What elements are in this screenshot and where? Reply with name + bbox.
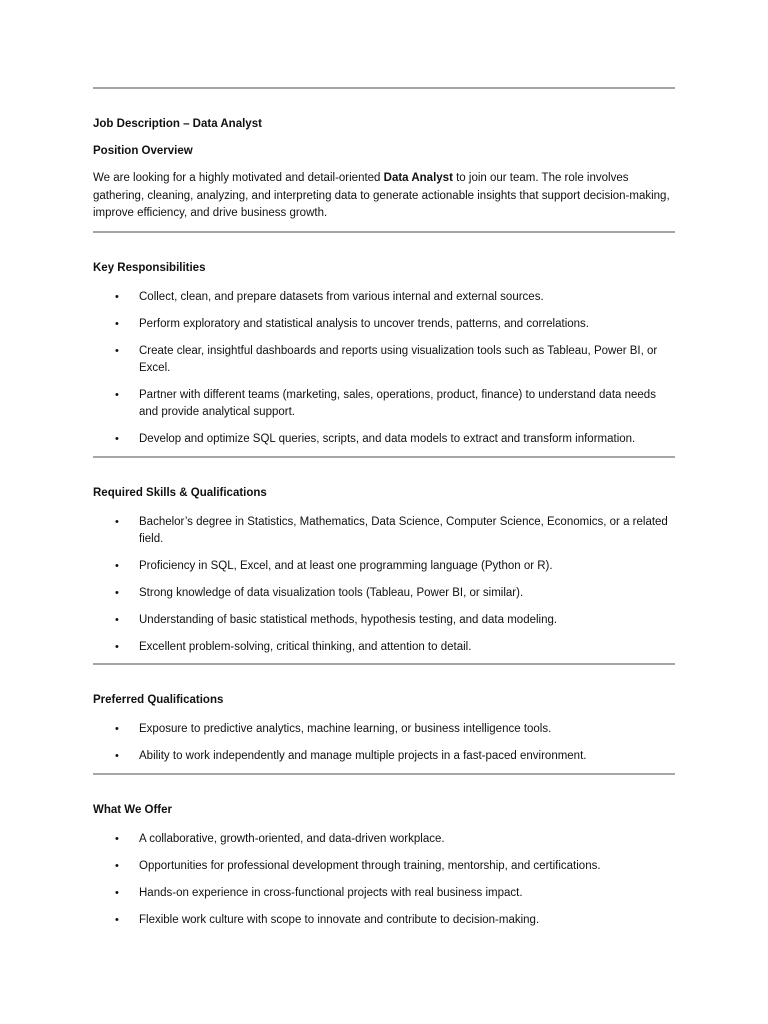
bullet-icon: • — [115, 887, 119, 899]
bullet-icon: • — [115, 641, 119, 653]
list-item — [93, 387, 675, 421]
list-item — [93, 316, 675, 333]
list-item-text: Create clear, insightful dashboards and reports using visualization tools such as Tableau, Power BI, or Excel. — [139, 345, 658, 374]
overview-text-before: We are looking for a highly motivated and detail-oriented — [93, 172, 384, 184]
responsibilities-heading: Key Responsibilities — [93, 262, 206, 274]
list-item — [93, 431, 675, 448]
list-item-text: Excellent problem-solving, critical thinking, and attention to detail. — [139, 641, 472, 653]
bullet-icon: • — [115, 560, 119, 572]
list-item-text: Partner with different teams (marketing, sales, operations, product, finance) to understand data needs and provide analytical support. — [139, 389, 656, 418]
bullet-icon: • — [115, 587, 119, 599]
divider — [93, 87, 675, 89]
bullet-icon: • — [115, 914, 119, 926]
list-item-text: Hands-on experience in cross-functional projects with real business impact. — [139, 887, 523, 899]
offer-section — [93, 773, 675, 929]
bullet-icon: • — [115, 318, 119, 330]
document-title: Job Description – Data Analyst — [93, 118, 262, 130]
preferred-list — [93, 721, 675, 765]
list-item-text: Collect, clean, and prepare datasets from various internal and external sources. — [139, 291, 544, 303]
list-item — [93, 721, 675, 738]
list-item-text: Proficiency in SQL, Excel, and at least one programming language (Python or R). — [139, 560, 553, 572]
list-item-text: Opportunities for professional development through training, mentorship, and certifications. — [139, 860, 601, 872]
offer-heading: What We Offer — [93, 804, 173, 816]
list-item-text: Strong knowledge of data visualization tools (Tableau, Power BI, or similar). — [139, 587, 524, 599]
divider — [93, 231, 675, 233]
bullet-icon: • — [115, 723, 119, 735]
list-item — [93, 585, 675, 602]
list-item-text: Exposure to predictive analytics, machine learning, or business intelligence tools. — [139, 723, 552, 735]
list-item — [93, 289, 675, 306]
bullet-icon: • — [115, 345, 119, 357]
divider — [93, 456, 675, 458]
list-item-text: Flexible work culture with scope to innovate and contribute to decision-making. — [139, 914, 540, 926]
list-item — [93, 831, 675, 848]
bullet-icon: • — [115, 750, 119, 762]
list-item — [93, 885, 675, 902]
bullet-icon: • — [115, 516, 119, 528]
skills-list — [93, 514, 675, 656]
overview-text-after: to join our team. The role involves gathering, cleaning, analyzing, and interpreting data to generate actionable insights that support decision-making, improve efficiency, and drive business growth. — [93, 172, 670, 219]
list-item — [93, 612, 675, 629]
list-item-text: Ability to work independently and manage multiple projects in a fast-paced environment. — [139, 750, 587, 762]
bullet-icon: • — [115, 291, 119, 303]
divider — [93, 663, 675, 665]
overview-text-bold: Data Analyst — [383, 172, 453, 184]
offer-list — [93, 831, 675, 929]
list-item-text: Develop and optimize SQL queries, scripts, and data models to extract and transform information. — [139, 433, 636, 445]
bullet-icon: • — [115, 389, 119, 401]
preferred-heading: Preferred Qualifications — [93, 694, 224, 706]
skills-section — [93, 456, 675, 656]
skills-heading: Required Skills & Qualifications — [93, 487, 267, 499]
list-item-text: Perform exploratory and statistical analysis to uncover trends, patterns, and correlations. — [139, 318, 589, 330]
list-item — [93, 343, 675, 377]
responsibilities-section — [93, 231, 675, 448]
list-item-text: Bachelor’s degree in Statistics, Mathematics, Data Science, Computer Science, Economics, or a related field. — [139, 516, 668, 545]
responsibilities-list — [93, 289, 675, 448]
overview-heading: Position Overview — [93, 145, 193, 157]
list-item — [93, 639, 675, 656]
bullet-icon: • — [115, 433, 119, 445]
list-item — [93, 514, 675, 548]
list-item-text: Understanding of basic statistical methods, hypothesis testing, and data modeling. — [139, 614, 558, 626]
overview-paragraph — [93, 170, 675, 223]
bullet-icon: • — [115, 833, 119, 845]
divider — [93, 773, 675, 775]
list-item — [93, 558, 675, 575]
list-item — [93, 912, 675, 929]
bullet-icon: • — [115, 860, 119, 872]
list-item — [93, 748, 675, 765]
preferred-section — [93, 663, 675, 765]
list-item-text: A collaborative, growth-oriented, and data-driven workplace. — [139, 833, 445, 845]
bullet-icon: • — [115, 614, 119, 626]
list-item — [93, 858, 675, 875]
